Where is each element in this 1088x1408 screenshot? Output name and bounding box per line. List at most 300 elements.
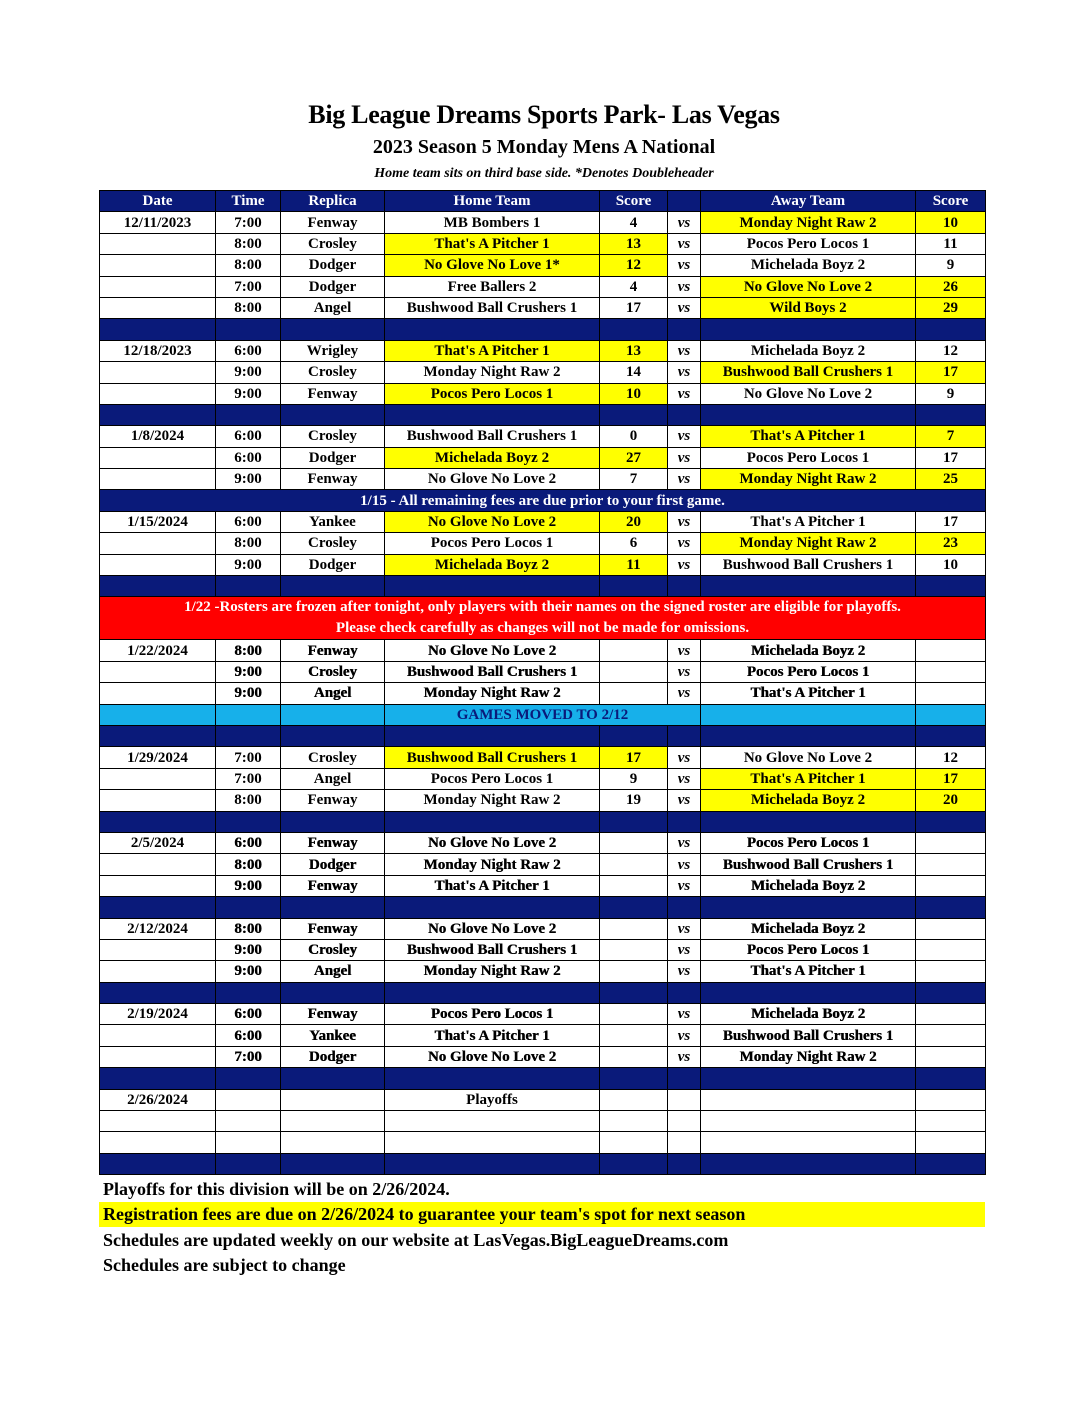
home-team: Free Ballers 2	[385, 276, 600, 297]
game-date	[100, 554, 216, 575]
vs-label: vs	[668, 533, 701, 554]
separator-cell	[600, 1068, 668, 1089]
home-team: No Glove No Love 2	[385, 640, 600, 661]
game-time: 9:00	[216, 683, 281, 704]
separator-cell	[385, 1068, 600, 1089]
game-date	[100, 469, 216, 490]
game-row	[100, 212, 986, 233]
empty-cell	[385, 1132, 600, 1153]
away-score: 17	[916, 511, 986, 532]
col-header-home-score: Score	[600, 191, 668, 212]
away-score: 9	[916, 255, 986, 276]
separator-cell	[100, 576, 216, 597]
away-team: Monday Night Raw 2	[701, 533, 916, 554]
away-team: Michelada Boyz 2	[701, 1004, 916, 1025]
game-time: 8:00	[216, 233, 281, 254]
game-time: 9:00	[216, 939, 281, 960]
separator-cell	[216, 725, 281, 746]
separator-row	[100, 982, 986, 1003]
separator-cell	[668, 1068, 701, 1089]
vs-label: vs	[668, 1046, 701, 1067]
away-score: 10	[916, 554, 986, 575]
vs-label: vs	[668, 875, 701, 896]
game-date	[100, 790, 216, 811]
empty-cell	[701, 1111, 916, 1132]
vs-label: vs	[668, 362, 701, 383]
away-score: 10	[916, 212, 986, 233]
empty-cell	[600, 1111, 668, 1132]
col-header-vs	[668, 191, 701, 212]
separator-cell	[100, 725, 216, 746]
vs-label: vs	[668, 1004, 701, 1025]
separator-cell	[600, 576, 668, 597]
separator-cell	[281, 897, 385, 918]
game-row	[100, 768, 986, 789]
away-team: Monday Night Raw 2	[701, 212, 916, 233]
separator-cell	[281, 725, 385, 746]
away-score: 23	[916, 533, 986, 554]
away-team: Michelada Boyz 2	[701, 790, 916, 811]
away-team: Pocos Pero Locos 1	[701, 939, 916, 960]
game-date: 1/8/2024	[100, 426, 216, 447]
separator-cell	[385, 576, 600, 597]
home-score	[600, 683, 668, 704]
away-team: That's A Pitcher 1	[701, 961, 916, 982]
game-time: 6:00	[216, 447, 281, 468]
game-date: 12/11/2023	[100, 212, 216, 233]
table-header-row	[100, 191, 986, 212]
vs-label: vs	[668, 747, 701, 768]
game-field: Fenway	[281, 832, 385, 853]
vs-label: vs	[668, 939, 701, 960]
home-team: Michelada Boyz 2	[385, 554, 600, 575]
home-score: 4	[600, 212, 668, 233]
separator-cell	[216, 319, 281, 340]
away-team: Michelada Boyz 2	[701, 875, 916, 896]
separator-cell	[100, 897, 216, 918]
empty-cell	[668, 1111, 701, 1132]
game-date: 2/12/2024	[100, 918, 216, 939]
away-team: Pocos Pero Locos 1	[701, 661, 916, 682]
schedule-body	[100, 212, 986, 1175]
separator-cell	[701, 897, 916, 918]
game-field: Fenway	[281, 1004, 385, 1025]
vs-label: vs	[668, 233, 701, 254]
separator-cell	[385, 319, 600, 340]
vs-label: vs	[668, 340, 701, 361]
home-team: Pocos Pero Locos 1	[385, 1004, 600, 1025]
away-team: That's A Pitcher 1	[701, 426, 916, 447]
game-field: Fenway	[281, 383, 385, 404]
home-team: No Glove No Love 2	[385, 511, 600, 532]
away-score	[916, 832, 986, 853]
away-team: Michelada Boyz 2	[701, 918, 916, 939]
separator-cell	[916, 576, 986, 597]
game-date	[100, 383, 216, 404]
game-date: 1/29/2024	[100, 747, 216, 768]
game-date	[100, 233, 216, 254]
game-date: 2/5/2024	[100, 832, 216, 853]
blank-cell	[100, 704, 216, 725]
blank-cell	[216, 704, 281, 725]
home-team: That's A Pitcher 1	[385, 1025, 600, 1046]
game-row	[100, 1025, 986, 1046]
separator-cell	[701, 725, 916, 746]
game-field: Dodger	[281, 1046, 385, 1067]
separator-cell	[668, 404, 701, 425]
away-team: Bushwood Ball Crushers 1	[701, 854, 916, 875]
separator-cell	[600, 982, 668, 1003]
empty-cell	[916, 1132, 986, 1153]
separator-cell	[916, 897, 986, 918]
game-row	[100, 383, 986, 404]
separator-cell	[216, 404, 281, 425]
page-title: Big League Dreams Sports Park- Las Vegas	[308, 100, 780, 129]
game-time: 8:00	[216, 854, 281, 875]
blank-cell	[916, 704, 986, 725]
separator-cell	[916, 1153, 986, 1174]
game-time: 9:00	[216, 554, 281, 575]
game-field: Yankee	[281, 511, 385, 532]
away-score: 12	[916, 340, 986, 361]
blank-cell	[281, 704, 385, 725]
col-header-time: Time	[216, 191, 281, 212]
empty-cell	[281, 1111, 385, 1132]
game-time: 7:00	[216, 747, 281, 768]
home-score: 20	[600, 511, 668, 532]
game-date: 2/19/2024	[100, 1004, 216, 1025]
empty-cell	[600, 1132, 668, 1153]
away-team: That's A Pitcher 1	[701, 511, 916, 532]
separator-cell	[668, 319, 701, 340]
away-team: Bushwood Ball Crushers 1	[701, 1025, 916, 1046]
game-time: 8:00	[216, 790, 281, 811]
away-team: Bushwood Ball Crushers 1	[701, 362, 916, 383]
separator-cell	[216, 576, 281, 597]
game-row	[100, 511, 986, 532]
fee-notice: 1/15 - All remaining fees are due prior to your first game.	[100, 490, 986, 511]
home-team: That's A Pitcher 1	[385, 233, 600, 254]
game-time: 6:00	[216, 511, 281, 532]
away-score: 17	[916, 362, 986, 383]
separator-row	[100, 725, 986, 746]
separator-cell	[281, 811, 385, 832]
game-field: Dodger	[281, 854, 385, 875]
separator-cell	[668, 897, 701, 918]
separator-cell	[100, 1068, 216, 1089]
game-time: 8:00	[216, 533, 281, 554]
separator-row	[100, 576, 986, 597]
game-field: Crosley	[281, 362, 385, 383]
separator-cell	[281, 1068, 385, 1089]
game-date	[100, 276, 216, 297]
game-row	[100, 469, 986, 490]
game-row	[100, 832, 986, 853]
game-date	[100, 1046, 216, 1067]
game-row	[100, 747, 986, 768]
vs-label: vs	[668, 918, 701, 939]
game-time: 6:00	[216, 832, 281, 853]
away-team: No Glove No Love 2	[701, 383, 916, 404]
game-field: Wrigley	[281, 340, 385, 361]
away-score: 20	[916, 790, 986, 811]
home-score	[600, 1025, 668, 1046]
game-field: Yankee	[281, 1025, 385, 1046]
home-team: That's A Pitcher 1	[385, 875, 600, 896]
vs-label: vs	[668, 212, 701, 233]
game-time: 7:00	[216, 276, 281, 297]
separator-cell	[281, 1153, 385, 1174]
col-header-away-score: Score	[916, 191, 986, 212]
away-score: 9	[916, 383, 986, 404]
footer-website-note: Schedules are updated weekly on our website at LasVegas.BigLeagueDreams.com	[103, 1230, 729, 1250]
game-time: 9:00	[216, 469, 281, 490]
home-score: 14	[600, 362, 668, 383]
away-team: Wild Boys 2	[701, 297, 916, 318]
game-date	[100, 768, 216, 789]
home-team: Pocos Pero Locos 1	[385, 768, 600, 789]
playoff-row	[100, 1089, 986, 1110]
schedule-table	[99, 190, 986, 1175]
home-team: No Glove No Love 1*	[385, 255, 600, 276]
separator-cell	[281, 319, 385, 340]
game-field: Fenway	[281, 212, 385, 233]
game-date	[100, 661, 216, 682]
game-date: 12/18/2023	[100, 340, 216, 361]
game-row	[100, 255, 986, 276]
playoff-label: Playoffs	[385, 1089, 600, 1110]
game-date	[100, 533, 216, 554]
separator-cell	[668, 982, 701, 1003]
game-row	[100, 683, 986, 704]
game-time: 9:00	[216, 383, 281, 404]
home-team: MB Bombers 1	[385, 212, 600, 233]
home-team: Michelada Boyz 2	[385, 447, 600, 468]
away-team: That's A Pitcher 1	[701, 683, 916, 704]
separator-cell	[216, 811, 281, 832]
game-time: 7:00	[216, 768, 281, 789]
game-field: Angel	[281, 683, 385, 704]
separator-cell	[701, 811, 916, 832]
game-row	[100, 340, 986, 361]
game-field: Dodger	[281, 554, 385, 575]
game-time: 8:00	[216, 255, 281, 276]
empty-cell	[216, 1111, 281, 1132]
separator-cell	[216, 982, 281, 1003]
home-score: 12	[600, 255, 668, 276]
empty-cell	[100, 1132, 216, 1153]
away-team: Michelada Boyz 2	[701, 255, 916, 276]
separator-cell	[668, 725, 701, 746]
game-field: Fenway	[281, 640, 385, 661]
away-score	[916, 683, 986, 704]
away-team: Monday Night Raw 2	[701, 1046, 916, 1067]
separator-cell	[916, 725, 986, 746]
roster-freeze-notice	[100, 597, 986, 640]
game-field: Fenway	[281, 790, 385, 811]
home-score: 4	[600, 276, 668, 297]
game-date	[100, 683, 216, 704]
game-row	[100, 362, 986, 383]
games-moved-notice: GAMES MOVED TO 2/12	[385, 704, 701, 725]
separator-cell	[100, 404, 216, 425]
separator-cell	[281, 982, 385, 1003]
away-score	[916, 918, 986, 939]
separator-cell	[385, 811, 600, 832]
away-score: 17	[916, 768, 986, 789]
separator-cell	[916, 1068, 986, 1089]
game-time: 8:00	[216, 918, 281, 939]
vs-label: vs	[668, 790, 701, 811]
separator-cell	[216, 1153, 281, 1174]
home-score: 6	[600, 533, 668, 554]
separator-cell	[600, 1153, 668, 1174]
separator-cell	[100, 319, 216, 340]
home-score: 13	[600, 233, 668, 254]
home-score: 17	[600, 747, 668, 768]
vs-label: vs	[668, 961, 701, 982]
blank-cell	[701, 704, 916, 725]
separator-cell	[216, 897, 281, 918]
separator-cell	[668, 576, 701, 597]
game-time: 9:00	[216, 362, 281, 383]
away-team: No Glove No Love 2	[701, 276, 916, 297]
game-row	[100, 661, 986, 682]
away-team: Pocos Pero Locos 1	[701, 832, 916, 853]
away-score: 7	[916, 426, 986, 447]
game-date	[100, 854, 216, 875]
separator-row	[100, 897, 986, 918]
home-team: Monday Night Raw 2	[385, 961, 600, 982]
home-team: No Glove No Love 2	[385, 918, 600, 939]
separator-cell	[916, 404, 986, 425]
game-date: 1/22/2024	[100, 640, 216, 661]
home-score	[600, 939, 668, 960]
game-date	[100, 297, 216, 318]
empty-cell	[385, 1111, 600, 1132]
game-time: 8:00	[216, 640, 281, 661]
home-score	[600, 854, 668, 875]
page-subtitle: 2023 Season 5 Monday Mens A National	[372, 136, 716, 158]
away-score: 29	[916, 297, 986, 318]
home-score	[600, 640, 668, 661]
game-time: 6:00	[216, 1025, 281, 1046]
footer-registration-note: Registration fees are due on 2/26/2024 to guarantee your team's spot for next season	[99, 1202, 985, 1227]
away-score	[916, 640, 986, 661]
game-date: 2/26/2024	[100, 1089, 216, 1110]
away-score: 26	[916, 276, 986, 297]
separator-cell	[668, 811, 701, 832]
away-score	[916, 661, 986, 682]
separator-cell	[600, 811, 668, 832]
home-team: Pocos Pero Locos 1	[385, 533, 600, 554]
game-row	[100, 554, 986, 575]
game-field: Dodger	[281, 276, 385, 297]
away-team: Michelada Boyz 2	[701, 340, 916, 361]
game-date	[100, 362, 216, 383]
empty-cell	[281, 1132, 385, 1153]
separator-cell	[385, 725, 600, 746]
away-team: No Glove No Love 2	[701, 747, 916, 768]
footer-playoffs-note: Playoffs for this division will be on 2/26/2024.	[103, 1179, 450, 1199]
separator-cell	[668, 1153, 701, 1174]
game-field: Crosley	[281, 661, 385, 682]
fee-notice-row	[100, 490, 986, 511]
vs-label: vs	[668, 1025, 701, 1046]
col-header-date: Date	[100, 191, 216, 212]
away-team: Monday Night Raw 2	[701, 469, 916, 490]
games-moved-row	[100, 704, 986, 725]
home-score	[600, 918, 668, 939]
vs-label: vs	[668, 447, 701, 468]
separator-cell	[281, 404, 385, 425]
game-field: Fenway	[281, 918, 385, 939]
away-score	[916, 961, 986, 982]
game-field: Fenway	[281, 469, 385, 490]
empty-row	[100, 1111, 986, 1132]
separator-cell	[100, 811, 216, 832]
game-time: 6:00	[216, 1004, 281, 1025]
game-date	[100, 875, 216, 896]
separator-cell	[600, 319, 668, 340]
separator-cell	[701, 982, 916, 1003]
vs-label: vs	[668, 832, 701, 853]
game-date	[100, 1025, 216, 1046]
away-score	[916, 1089, 986, 1110]
game-time: 8:00	[216, 297, 281, 318]
game-row	[100, 447, 986, 468]
vs-label: vs	[668, 426, 701, 447]
vs-label: vs	[668, 640, 701, 661]
separator-cell	[281, 576, 385, 597]
home-score	[600, 1046, 668, 1067]
away-team	[701, 1089, 916, 1110]
vs-label: vs	[668, 255, 701, 276]
game-date	[100, 939, 216, 960]
game-field: Crosley	[281, 533, 385, 554]
home-score	[600, 875, 668, 896]
separator-cell	[385, 897, 600, 918]
away-team: Pocos Pero Locos 1	[701, 233, 916, 254]
roster-notice-line-2: Please check carefully as changes will not be made for omissions.	[335, 620, 750, 637]
col-header-away-team: Away Team	[701, 191, 916, 212]
col-header-replica: Replica	[281, 191, 385, 212]
away-score: 17	[916, 447, 986, 468]
separator-cell	[600, 725, 668, 746]
home-score: 0	[600, 426, 668, 447]
separator-cell	[385, 1153, 600, 1174]
game-field: Crosley	[281, 233, 385, 254]
vs-label: vs	[668, 661, 701, 682]
away-score	[916, 854, 986, 875]
vs-label: vs	[668, 854, 701, 875]
game-date: 1/15/2024	[100, 511, 216, 532]
empty-cell	[668, 1132, 701, 1153]
away-score	[916, 1046, 986, 1067]
separator-cell	[216, 1068, 281, 1089]
game-row	[100, 875, 986, 896]
separator-cell	[701, 576, 916, 597]
game-field: Dodger	[281, 255, 385, 276]
home-team: No Glove No Love 2	[385, 832, 600, 853]
home-team: Pocos Pero Locos 1	[385, 383, 600, 404]
away-score	[916, 875, 986, 896]
home-score: 27	[600, 447, 668, 468]
col-header-home-team: Home Team	[385, 191, 600, 212]
separator-cell	[701, 1153, 916, 1174]
home-score: 13	[600, 340, 668, 361]
game-row	[100, 1046, 986, 1067]
